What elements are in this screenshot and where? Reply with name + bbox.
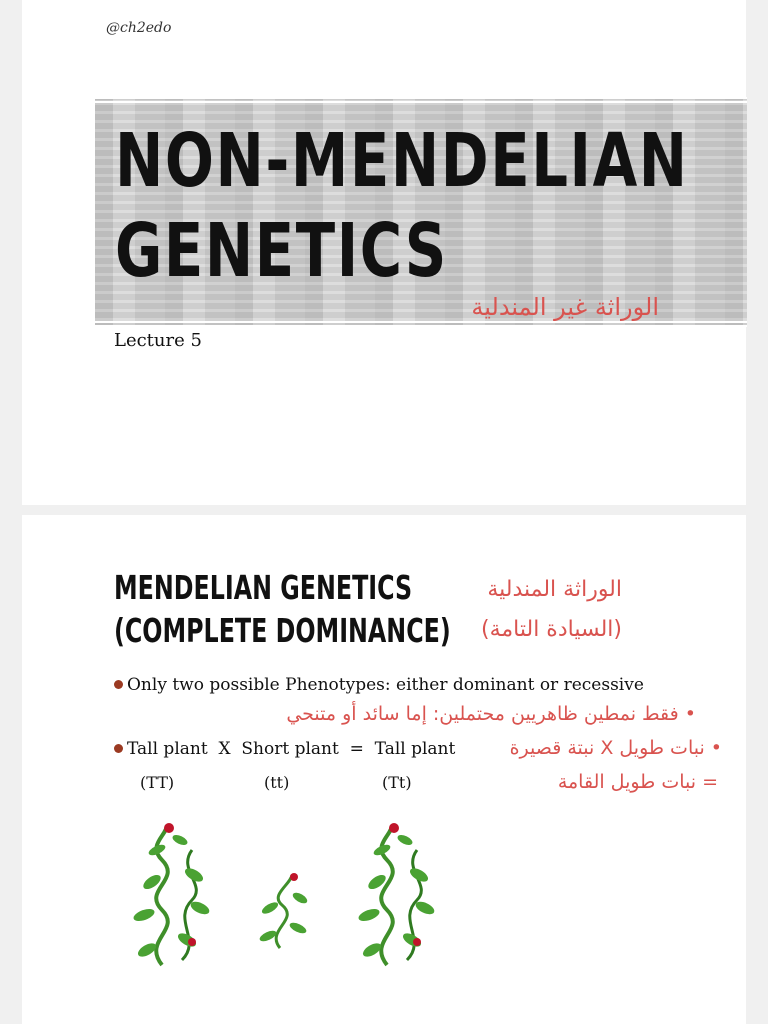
- genotype-tt-dominant: (TT): [140, 773, 175, 792]
- title-band: [95, 97, 747, 327]
- lecture-label: Lecture 5: [114, 330, 202, 351]
- watermark: @ch2edo: [106, 20, 172, 36]
- tall-plant-icon: [122, 820, 232, 970]
- tall-plant-icon: [347, 820, 457, 970]
- slide2-title-arabic-1: الوراثة المندلية: [487, 577, 622, 602]
- bullet-1: [114, 675, 644, 695]
- bullet-2-arabic: • نبات طويل X نبتة قصيرة: [509, 737, 722, 759]
- title-line-1: NON-MENDELIAN: [115, 118, 689, 204]
- slide2-title-arabic-2: (السيادة التامة): [480, 617, 622, 642]
- bullet-dot-icon: [114, 680, 123, 689]
- genotype-tt-hybrid: (Tt): [382, 773, 412, 792]
- bullet-2-text: Tall plant X Short plant = Tall plant: [127, 739, 456, 759]
- short-plant-icon: [250, 870, 320, 950]
- title-arabic: الوراثة غير المندلية: [471, 293, 659, 321]
- bullet-2-arabic-line-2: = نبات طويل القامة: [557, 771, 718, 793]
- bullet-dot-icon: [114, 744, 123, 753]
- slide-1: [22, 0, 746, 505]
- slide-2: [22, 515, 746, 1024]
- slide2-title-line-1: MENDELIAN GENETICS: [114, 568, 413, 607]
- bullet-1-arabic: • فقط نمطين ظاهريين محتملين: إما سائد أو متنحي: [286, 703, 696, 725]
- bullet-2: [114, 739, 455, 759]
- bullet-1-text: Only two possible Phenotypes: either dominant or recessive: [127, 675, 644, 695]
- genotype-tt-recessive: (tt): [264, 773, 290, 792]
- slide2-title-line-2: (COMPLETE DOMINANCE): [114, 611, 451, 650]
- title-line-2: GENETICS: [115, 208, 448, 294]
